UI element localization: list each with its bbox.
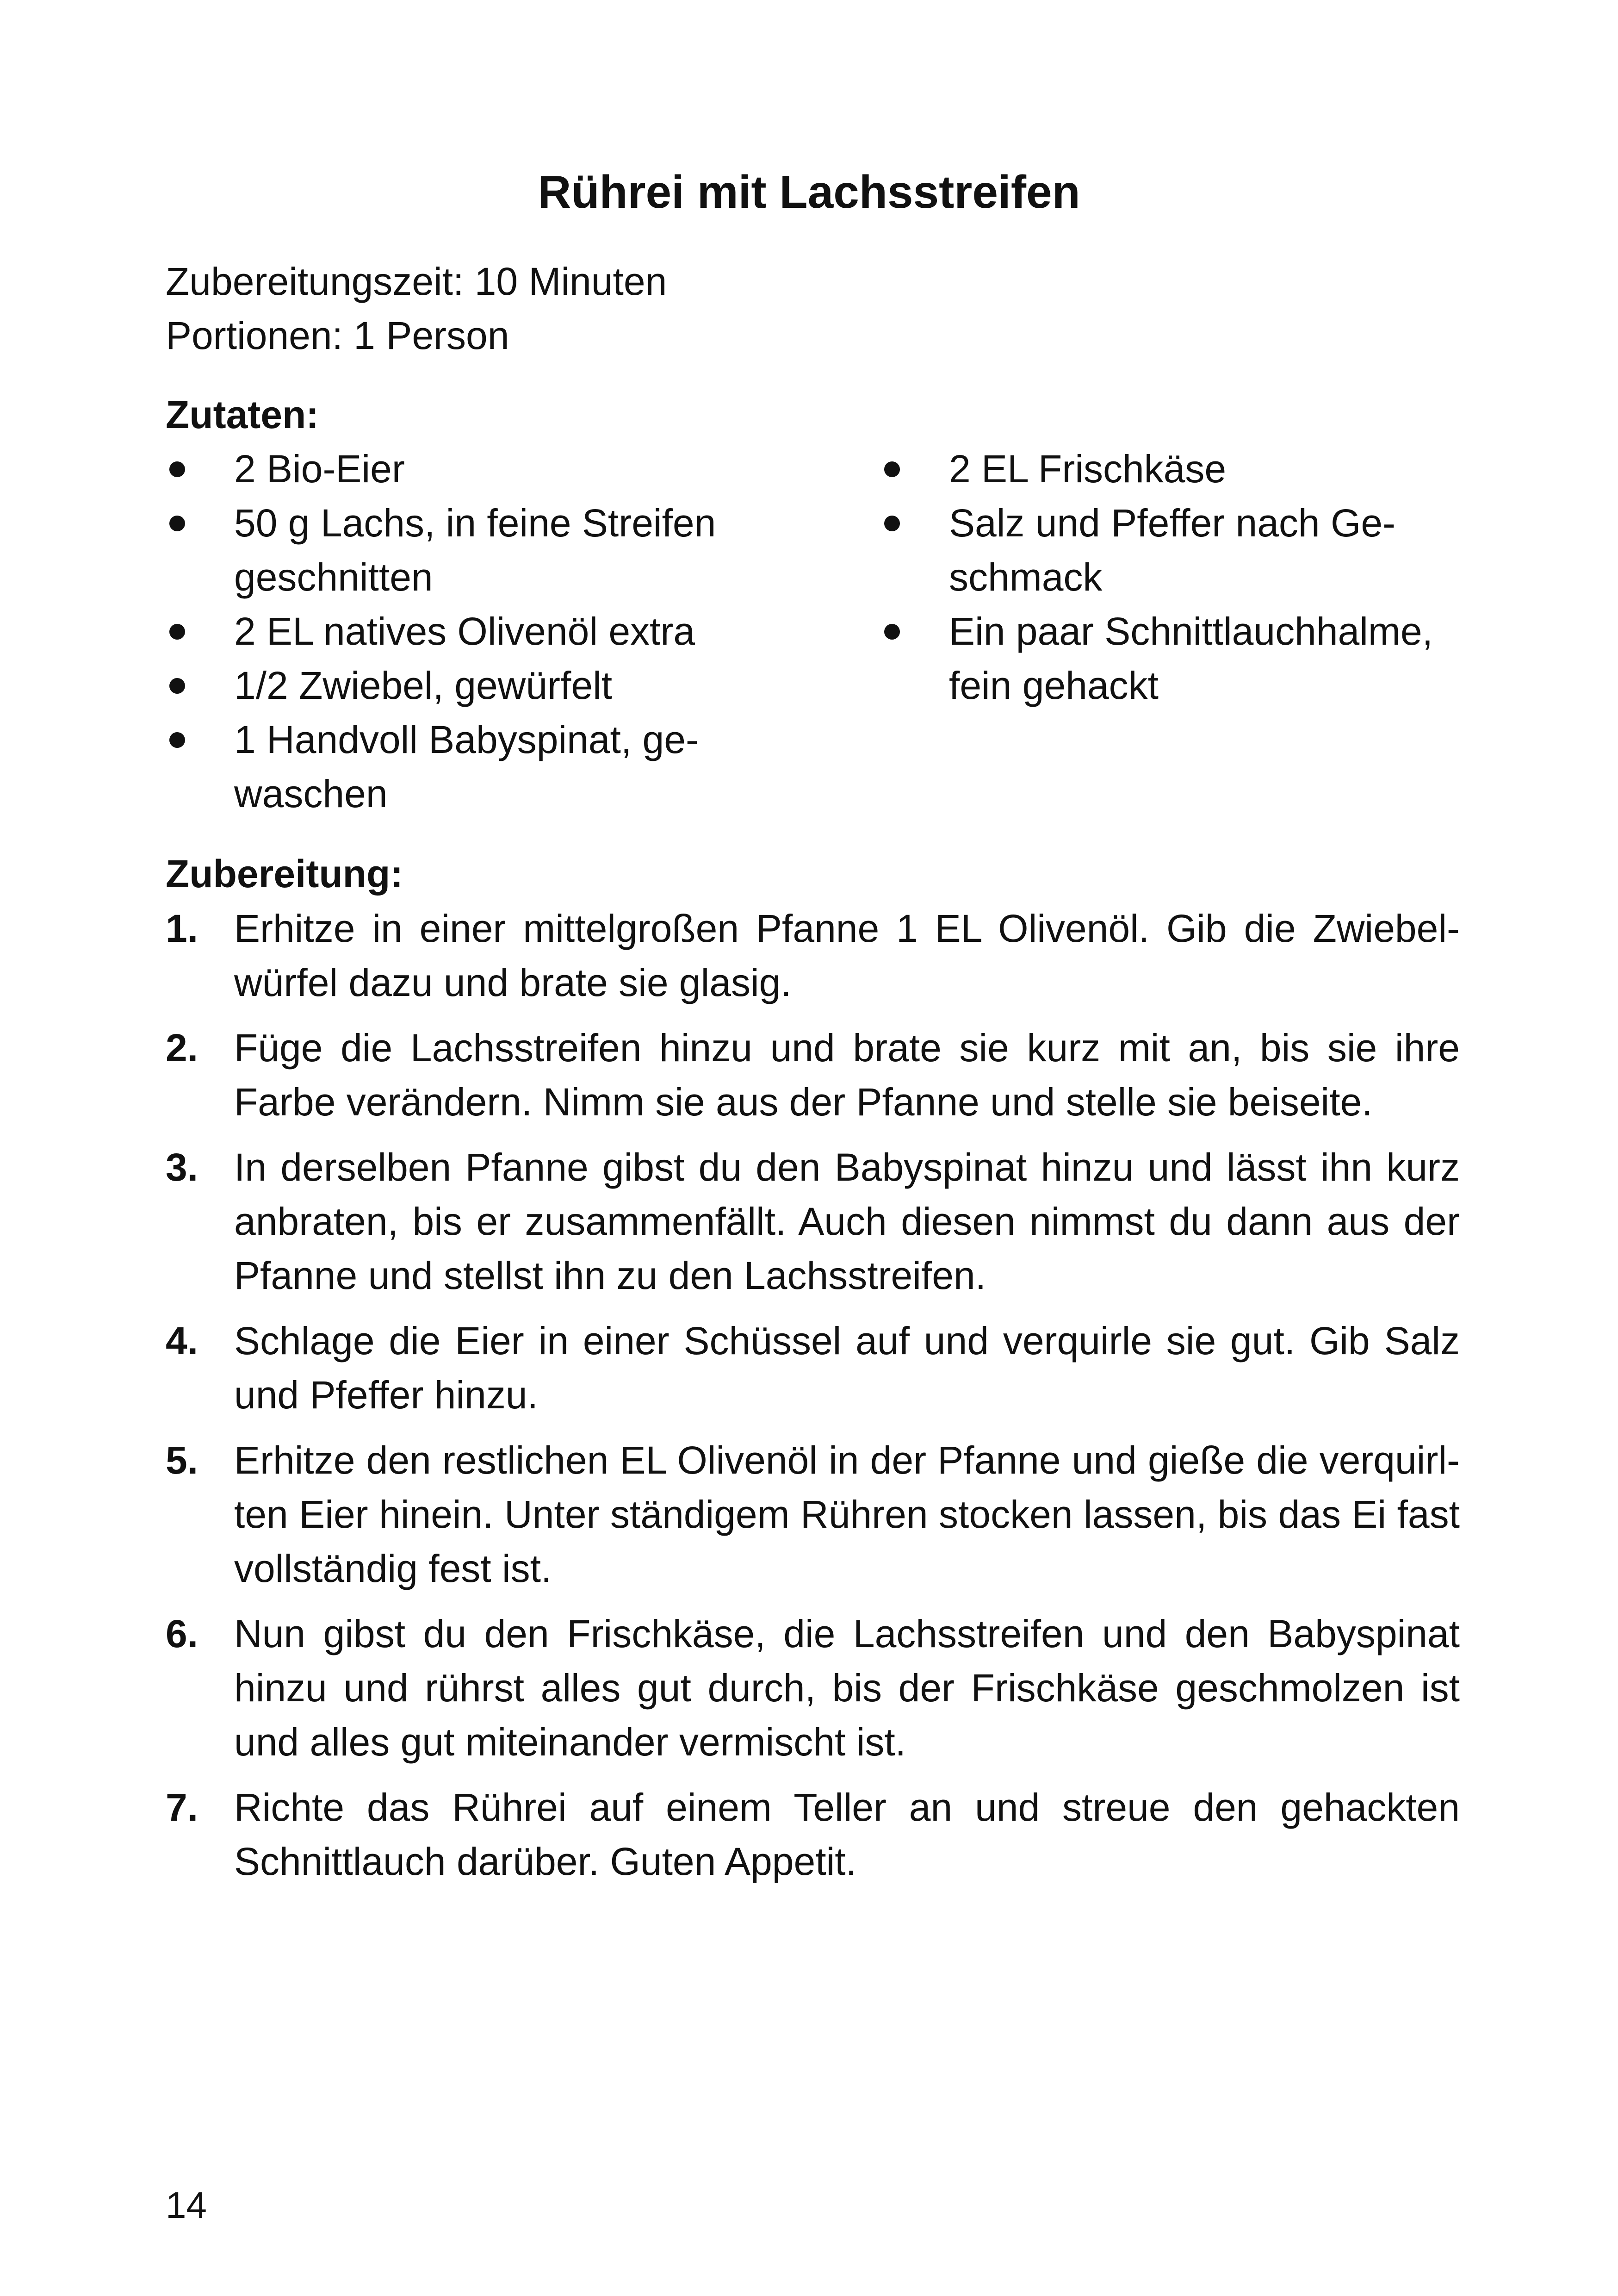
step-text: In derselben Pfanne gibst du den Babyspinat hinzu und lässt ihn kurz anbraten, bis er zusammenfällt. Auch diesen nimmst du dann aus der Pfanne und stellst ihn zu den Lachsstreifen.	[234, 1145, 1460, 1297]
ingredient-item	[880, 442, 1463, 496]
bullet-icon	[884, 516, 900, 531]
prep-time: Zubereitungszeit: 10 Minuten	[166, 260, 667, 303]
step-item	[166, 902, 1460, 1010]
step-text: Erhitze in einer mittelgroßen Pfanne 1 EL Olivenöl. Gib die Zwiebelwürfel dazu und brate sie glasig.	[234, 907, 1460, 1004]
step-text: Erhitze den restlichen EL Olivenöl in der Pfanne und gieße die verquirlten Eier hinein. Unter ständigem Rühren stocken lassen, bis das Ei fast vollständig fest ist.	[234, 1438, 1460, 1590]
step-number: 3.	[166, 1145, 198, 1189]
preparation-steps	[166, 902, 1460, 1900]
step-text: Richte das Rührei auf einem Teller an und streue den gehackten Schnittlauch darüber. Guten Appetit.	[234, 1786, 1460, 1883]
ingredients-heading: Zutaten:	[166, 393, 319, 436]
step-number: 7.	[166, 1786, 198, 1829]
step-item	[166, 1607, 1460, 1769]
ingredient-text: 1/2 Zwiebel, gewürfelt	[234, 664, 613, 707]
step-item	[166, 1021, 1460, 1129]
bullet-icon	[169, 732, 185, 748]
bullet-icon	[169, 624, 185, 640]
ingredients-column-right	[880, 442, 1463, 713]
recipe-meta	[166, 255, 667, 363]
bullet-icon	[169, 516, 185, 531]
step-item	[166, 1140, 1460, 1303]
ingredient-item	[166, 604, 749, 659]
ingredients-column-left	[166, 442, 749, 821]
ingredient-item	[166, 659, 749, 713]
portions: Portionen: 1 Person	[166, 314, 509, 357]
ingredient-item	[166, 442, 749, 496]
ingredient-item	[166, 713, 749, 821]
step-number: 4.	[166, 1319, 198, 1363]
ingredient-item	[880, 604, 1463, 713]
step-item	[166, 1433, 1460, 1596]
step-text: Schlage die Eier in einer Schüssel auf und verquirle sie gut. Gib Salz und Pfeffer hinzu.	[234, 1319, 1460, 1417]
ingredient-text: Salz und Pfeffer nach Geschmack	[949, 501, 1396, 599]
bullet-icon	[169, 461, 185, 477]
step-number: 2.	[166, 1026, 198, 1070]
recipe-title: Rührei mit Lachsstreifen	[538, 166, 1080, 218]
ingredient-text: Ein paar Schnittlauchhalme, fein gehackt	[949, 610, 1433, 707]
bullet-icon	[884, 624, 900, 640]
bullet-icon	[884, 461, 900, 477]
step-number: 1.	[166, 907, 198, 950]
step-text: Füge die Lachsstreifen hinzu und brate sie kurz mit an, bis sie ihre Farbe verändern. Nimm sie aus der Pfanne und stelle sie beiseite.	[234, 1026, 1460, 1124]
step-item	[166, 1780, 1460, 1889]
ingredient-item	[166, 496, 749, 604]
step-text: Nun gibst du den Frischkäse, die Lachsstreifen und den Babyspinat hinzu und rührst alles gut durch, bis der Frischkäse geschmolzen ist und alles gut miteinander vermischt ist.	[234, 1612, 1460, 1764]
ingredient-text: 2 Bio-Eier	[234, 447, 405, 491]
ingredient-text: 50 g Lachs, in feine Streifen geschnitten	[234, 501, 716, 599]
step-item	[166, 1314, 1460, 1422]
step-number: 6.	[166, 1612, 198, 1655]
page-number: 14	[166, 2184, 207, 2226]
preparation-heading: Zubereitung:	[166, 852, 403, 896]
ingredient-text: 2 EL Frischkäse	[949, 447, 1227, 491]
bullet-icon	[169, 678, 185, 694]
step-number: 5.	[166, 1438, 198, 1482]
ingredient-text: 2 EL natives Olivenöl extra	[234, 610, 695, 653]
ingredient-text: 1 Handvoll Babyspinat, gewaschen	[234, 718, 699, 815]
ingredient-item	[880, 496, 1463, 604]
